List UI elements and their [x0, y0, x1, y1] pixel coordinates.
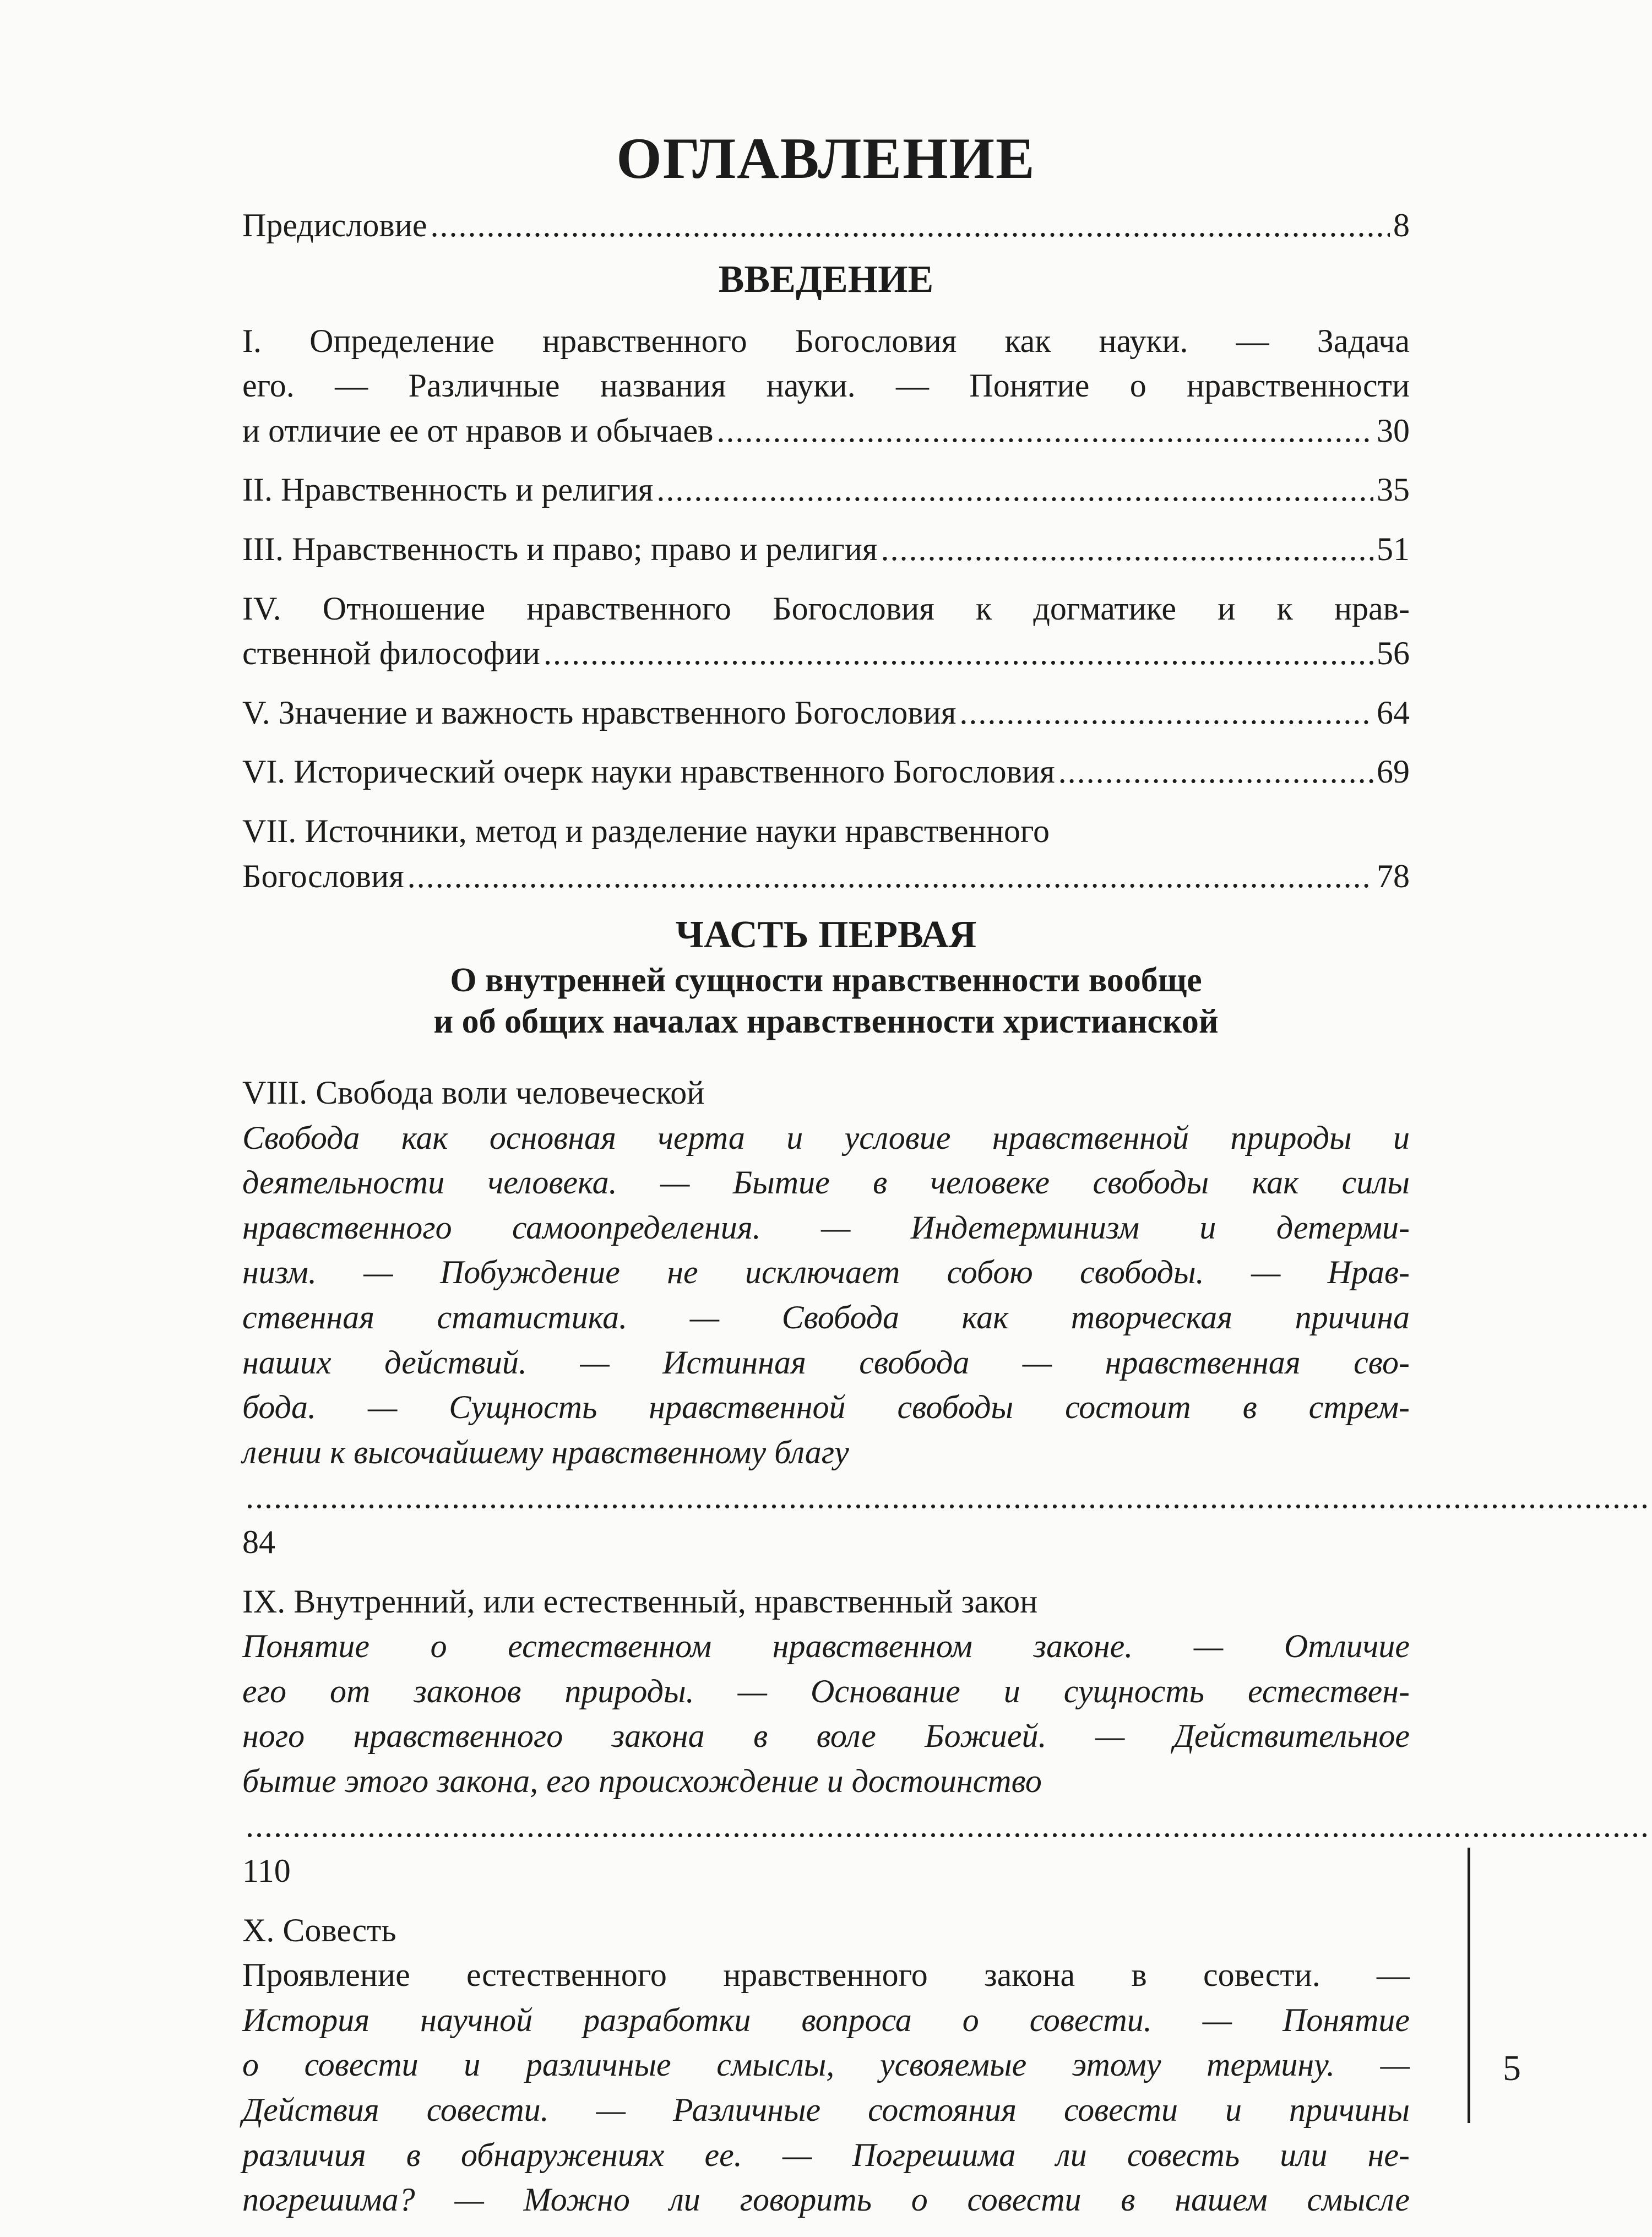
entry-page-number: 8 [1393, 207, 1410, 243]
toc-chapter[interactable] [242, 1071, 1410, 1565]
toc-chapter[interactable] [242, 1579, 1410, 1894]
entry-page-number: 56 [1377, 635, 1410, 672]
chapter-summary-line: погрешима? — Можно ли говорить о совести в нашем смысле [242, 2181, 1410, 2218]
toc-entry[interactable] [242, 809, 1410, 899]
dot-leader [716, 409, 1373, 454]
chapter-summary-line: Проявление естественного нравственного закона в совести. — [242, 1957, 1410, 1994]
chapter-heading: X. Совесть [242, 1912, 396, 1948]
toc-entry-preface[interactable] [242, 203, 1410, 248]
dot-leader [1058, 750, 1373, 795]
dot-leader [544, 631, 1373, 676]
chapter-heading: IX. Внутренний, или естественный, нравственный закон [242, 1583, 1038, 1620]
entry-line: IV. Отношение нравственного Богословия к догматике и к нрав- [242, 590, 1410, 627]
dot-leader [881, 527, 1373, 572]
chapter-summary-line: Свобода как основная черта и условие нравственной природы и [242, 1119, 1410, 1156]
toc-entry[interactable] [242, 691, 1410, 736]
chapter-summary-line: бода. — Сущность нравственной свободы состоит в стрем- [242, 1389, 1410, 1426]
toc-chapter[interactable] [242, 1908, 1410, 2223]
margin-rule [1468, 1848, 1470, 2123]
chapter-summary-line: различия в обнаружениях ее. — Погрешима ли совесть или не- [242, 2136, 1410, 2173]
toc-title: ОГЛАВЛЕНИЕ [616, 126, 1036, 191]
entry-page-number: 30 [1377, 412, 1410, 449]
entry-text: ственной философии [242, 635, 540, 672]
chapter-summary-line: Понятие о естественном нравственном законе. — Отличие [242, 1628, 1410, 1665]
chapter-summary-line: о совести и различные смыслы, усвояемые этому термину. — [242, 2046, 1410, 2083]
entry-text: II. Нравственность и религия [242, 471, 654, 508]
toc-entry[interactable] [242, 319, 1410, 454]
entry-page-number: 78 [1377, 857, 1410, 894]
chapter-summary-line: наших действий. — Истинная свобода — нравственная сво- [242, 1344, 1410, 1381]
chapter-summary-line: История научной разработки вопроса о совести. — Понятие [242, 2001, 1410, 2038]
part-subtitle-line: О внутренней сущности нравственности вообще [450, 961, 1202, 999]
entry-page-number: 69 [1377, 753, 1410, 790]
dot-leader [430, 203, 1390, 248]
dot-leader [407, 854, 1373, 899]
dot-leader [656, 468, 1373, 513]
entry-text: бытие этого закона, его происхождение и достоинство [242, 1762, 1042, 1799]
entry-line: I. Определение нравственного Богословия как науки. — Задача [242, 322, 1410, 359]
entry-page-number: 51 [1377, 531, 1410, 568]
chapter-summary-line: ного нравственного закона в воле Божией. — Действительное [242, 1718, 1410, 1755]
entry-text: III. Нравственность и право; право и религия [242, 531, 878, 568]
section-heading-intro: ВВЕДЕНИЕ [718, 258, 934, 301]
entry-text: V. Значение и важность нравственного Богословия [242, 694, 957, 731]
chapter-summary-line: деятельности человека. — Бытие в человеке свободы как силы [242, 1164, 1410, 1201]
entry-line: его. — Различные названия науки. — Понятие о нравственности [242, 367, 1410, 404]
entry-page-number: 64 [1377, 694, 1410, 731]
chapter-summary-line: Действия совести. — Различные состояния совести и причины [242, 2092, 1410, 2129]
dot-leader [246, 1807, 1652, 1844]
toc-page [242, 127, 1410, 2237]
entry-text: лении к высочайшему нравственному благу [242, 1434, 849, 1470]
section-heading-part-one: ЧАСТЬ ПЕРВАЯ [675, 914, 977, 957]
toc-entry[interactable] [242, 527, 1410, 572]
dot-leader [959, 691, 1373, 736]
toc-entry[interactable] [242, 750, 1410, 795]
toc-entry[interactable] [242, 468, 1410, 513]
entry-page-number: 35 [1377, 471, 1410, 508]
entry-text: Богословия [242, 857, 404, 894]
entry-page-number: 110 [242, 1853, 291, 1889]
chapter-summary-line: его от законов природы. — Основание и сущность естествен- [242, 1673, 1410, 1709]
entry-page-number: 84 [242, 1523, 275, 1560]
chapter-heading: VIII. Свобода воли человеческой [242, 1074, 705, 1111]
page-number: 5 [1503, 2048, 1521, 2088]
entry-text: и отличие ее от нравов и обычаев [242, 412, 714, 449]
part-subtitle-line: и об общих началах нравственности христианской [433, 1003, 1219, 1041]
entry-text: VI. Исторический очерк науки нравственного Богословия [242, 753, 1055, 790]
chapter-summary-line: ственная статистика. — Свобода как творческая причина [242, 1299, 1410, 1335]
entry-text: Предисловие [242, 207, 427, 243]
toc-entry[interactable] [242, 587, 1410, 676]
chapter-summary-line: низм. — Побуждение не исключает собою свободы. — Нрав- [242, 1254, 1410, 1291]
chapter-summary-line: нравственного самоопределения. — Индетерминизм и детерми- [242, 1209, 1410, 1246]
entry-line: VII. Источники, метод и разделение науки нравственного [242, 813, 1050, 850]
part-subtitle [242, 960, 1410, 1043]
dot-leader [246, 1479, 1652, 1515]
